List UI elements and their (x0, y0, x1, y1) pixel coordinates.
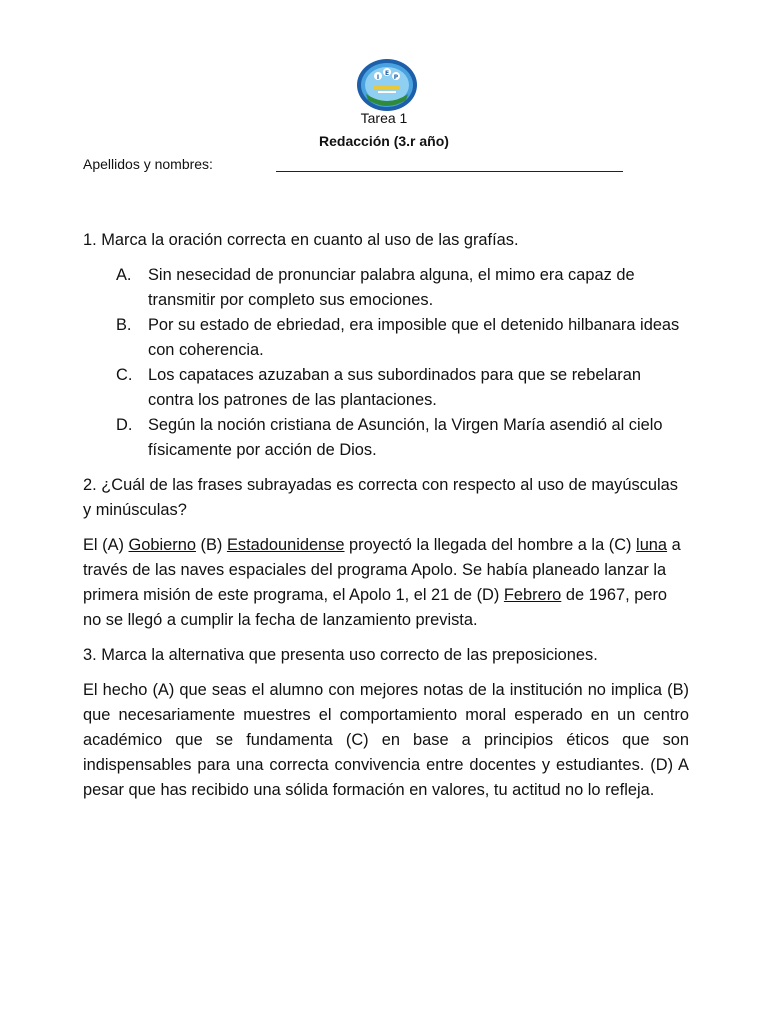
q2-underlined-b[interactable]: Estadounidense (226, 536, 345, 554)
option-d-text: Según la noción cristiana de Asunción, la Virgen María asendió al cielo físicamente por acción de Dios. (148, 416, 663, 459)
option-a-letter: A. (116, 266, 132, 284)
q2-text-1: El (A) (83, 536, 129, 554)
q2-text-4: a través de las naves espaciales del programa Apolo. Se había planeado lanzar la primera misión de este programa, el Apolo 1, el 21 de (D) (83, 536, 681, 604)
logo-letter-1: I (376, 74, 380, 81)
name-row (83, 156, 643, 176)
q2-underlined-d[interactable]: Febrero (503, 586, 562, 604)
option-b-letter: B. (116, 316, 132, 334)
question-3-prompt: 3. Marca la alternativa que presenta uso correcto de las preposiciones. (83, 646, 598, 664)
school-logo (356, 58, 418, 112)
page-title: Tarea 1 (360, 110, 408, 126)
question-3-passage: El hecho (A) que seas el alumno con mejores notas de la institución no implica (B) que necesariamente muestres el comportamiento moral esperado en un centro académico que se fundamenta (C) en base a principios éticos que son indispensables para una correcta convivencia entre docentes y estudiantes. (D) A pesar que has recibido una sólida formación en valores, tu actitud no lo refleja. (83, 681, 689, 799)
q2-underlined-a[interactable]: Gobierno (128, 536, 196, 554)
logo-letter-2: E (384, 70, 390, 77)
q2-underlined-c[interactable]: luna (636, 536, 668, 554)
option-d[interactable] (83, 413, 689, 463)
question-2-prompt: 2. ¿Cuál de las frases subrayadas es correcta con respecto al uso de mayúsculas y minúsculas? (83, 476, 678, 519)
option-b[interactable] (83, 313, 689, 363)
option-c-text: Los capataces azuzaban a sus subordinados para que se rebelaran contra los patrones de las plantaciones. (148, 366, 641, 409)
q2-text-2: (B) (195, 536, 227, 554)
logo-letter-3: P (393, 74, 399, 81)
page-subtitle: Redacción (3.r año) (319, 133, 449, 149)
questions (83, 228, 689, 813)
option-a[interactable] (83, 263, 689, 313)
option-a-text: Sin nesecidad de pronunciar palabra alguna, el mimo era capaz de transmitir por completo sus emociones. (148, 266, 635, 309)
q2-text-3: proyectó la llegada del hombre a la (C) (344, 536, 637, 554)
option-b-text: Por su estado de ebriedad, era imposible que el detenido hilbanara ideas con coherencia. (148, 316, 680, 359)
question-1-prompt: 1. Marca la oración correcta en cuanto al uso de las grafías. (83, 231, 519, 249)
name-label: Apellidos y nombres: (83, 156, 213, 172)
name-fill-line[interactable] (276, 171, 623, 172)
question-2-passage (83, 533, 689, 633)
option-c-letter: C. (116, 366, 133, 384)
option-d-letter: D. (116, 416, 133, 434)
option-c[interactable] (83, 363, 689, 413)
question-1-options (83, 263, 689, 463)
q2-text-5: de 1967, pero no se llegó a cumplir la fecha de lanzamiento prevista. (83, 586, 668, 629)
